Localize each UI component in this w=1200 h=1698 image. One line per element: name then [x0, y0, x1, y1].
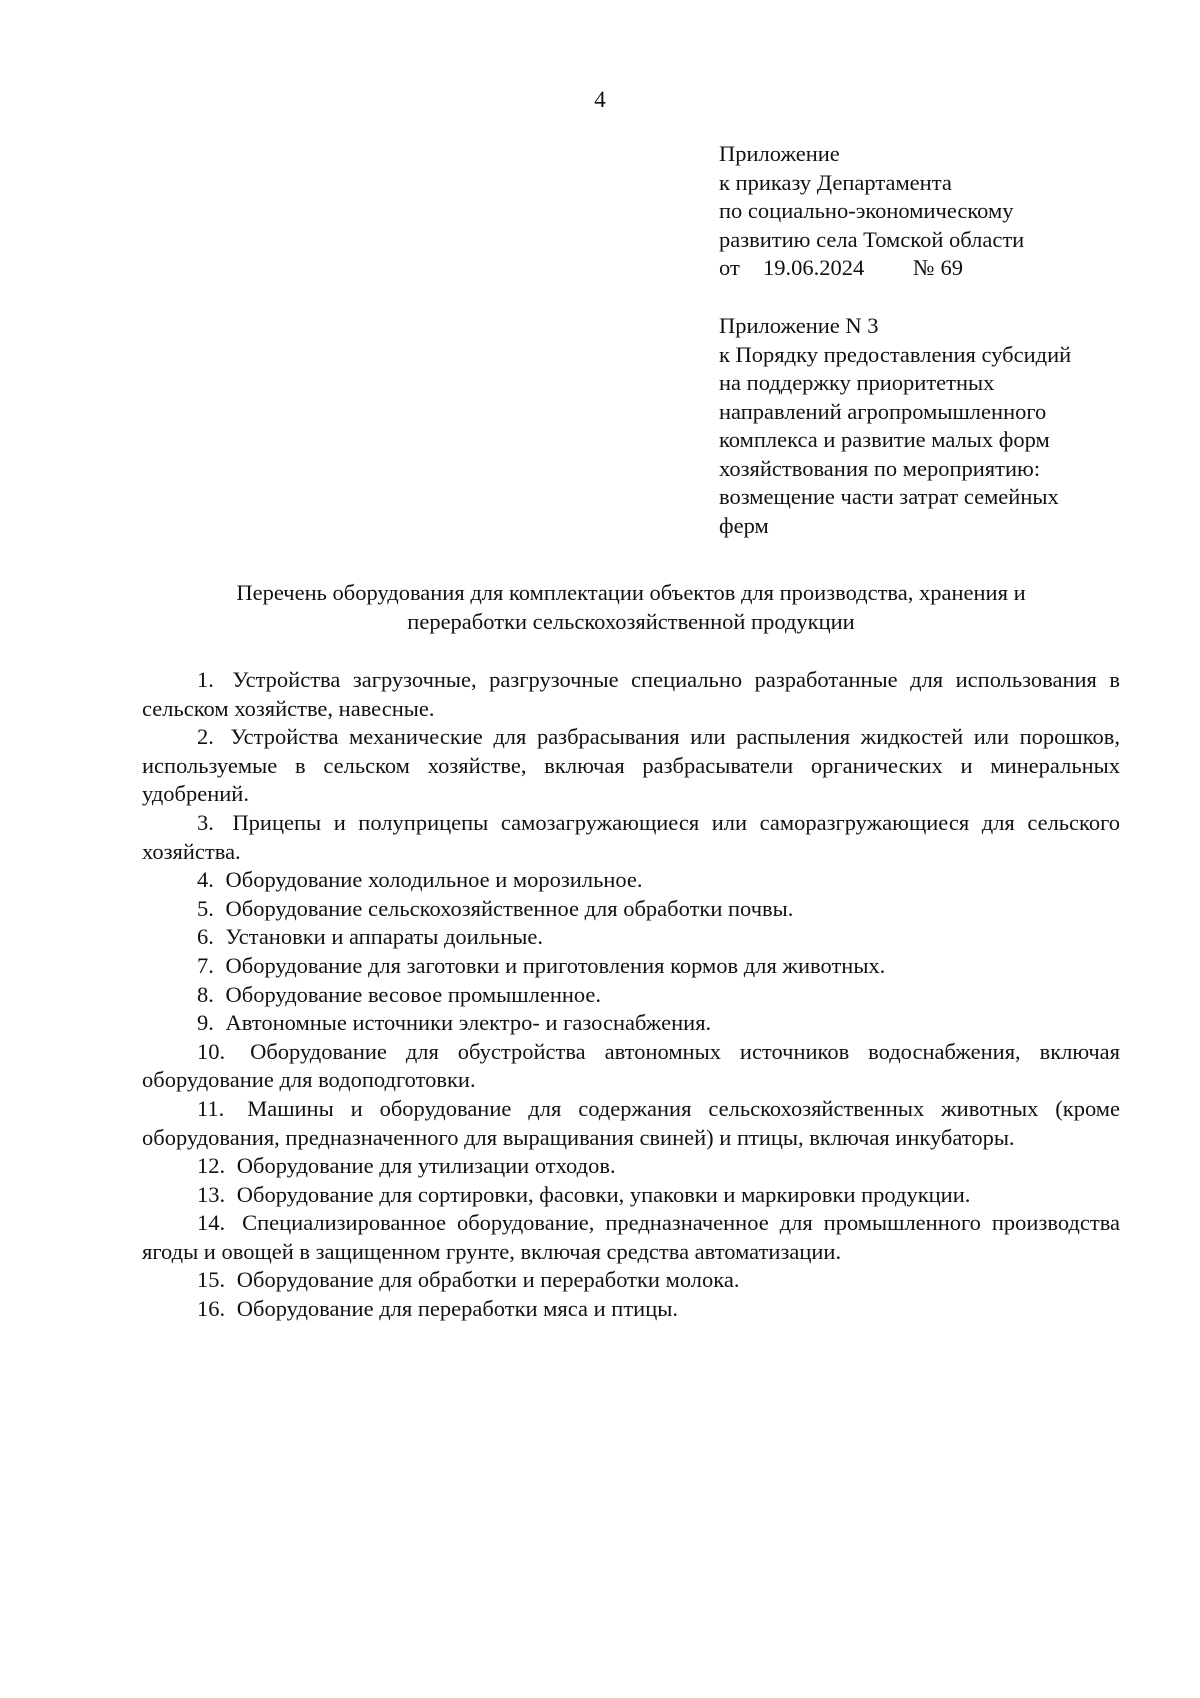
- item-number: 16.: [197, 1296, 226, 1322]
- page-number: 4: [594, 87, 606, 112]
- item-number: 7.: [197, 952, 214, 978]
- document-title-line: переработки сельскохозяйственной продукции: [407, 609, 855, 634]
- item-text: Оборудование для переработки мяса и птицы.: [236, 1296, 678, 1322]
- item-number: 12.: [197, 1153, 226, 1179]
- item-number: 4.: [197, 867, 214, 893]
- item-text: Оборудование для утилизации отходов.: [236, 1153, 616, 1179]
- item-text: Оборудование холодильное и морозильное.: [225, 867, 643, 893]
- item-number: 8.: [197, 981, 214, 1007]
- appendix-procedure-line: на поддержку приоритетных: [719, 370, 995, 395]
- equipment-list: [142, 666, 1120, 1324]
- item-text: Оборудование сельскохозяйственное для обработки почвы.: [225, 895, 794, 921]
- item-text: Устройства механические для разбрасывания или распыления жидкостей или порошков, используемые в сельском хозяйстве, включая разбрасыватели органических и минеральных удобрений.: [142, 724, 1121, 807]
- number-sign: №: [913, 255, 935, 280]
- document-title: [142, 578, 1120, 636]
- item-number: 6.: [197, 924, 214, 950]
- item-number: 2.: [197, 724, 214, 750]
- appendix-procedure-line: к Порядку предоставления субсидий: [719, 341, 1072, 367]
- item-number: 15.: [197, 1267, 226, 1293]
- order-date-line: [719, 254, 1149, 283]
- appendix-order-line: Приложение: [719, 141, 840, 166]
- document-title-line: Перечень оборудования для комплектации объектов для производства, хранения и: [236, 580, 1026, 605]
- item-number: 5.: [197, 895, 214, 921]
- list-item: [142, 1266, 1120, 1295]
- item-text: Оборудование для заготовки и приготовления кормов для животных.: [225, 952, 886, 978]
- appendix-procedure-block: [719, 312, 1149, 540]
- appendix-procedure-line: хозяйствования по мероприятию:: [719, 455, 1041, 481]
- item-text: Машины и оборудование для содержания сельскохозяйственных животных (кроме оборудования, предназначенного для выращивания свиней) и птицы, включая инкубаторы.: [142, 1095, 1120, 1150]
- appendix-procedure-line: направлений агропромышленного: [719, 398, 1047, 424]
- list-item: [142, 1009, 1120, 1038]
- item-number: 13.: [197, 1181, 226, 1207]
- appendix-procedure-line: Приложение N 3: [719, 313, 879, 338]
- item-text: Оборудование весовое промышленное.: [225, 981, 602, 1007]
- list-item: [142, 923, 1120, 952]
- order-date: 19.06.2024: [763, 255, 865, 280]
- item-text: Установки и аппараты доильные.: [225, 924, 543, 950]
- list-item: [142, 1181, 1120, 1210]
- item-text: Автономные источники электро- и газоснабжения.: [225, 1010, 712, 1036]
- list-item: [142, 1038, 1120, 1095]
- item-text: Оборудование для обработки и переработки молока.: [236, 1267, 740, 1293]
- item-number: 3.: [197, 809, 214, 835]
- appendix-procedure-line: ферм: [719, 512, 769, 538]
- list-item: [142, 866, 1120, 895]
- item-number: 10.: [197, 1038, 226, 1064]
- item-text: Прицепы и полуприцепы самозагружающиеся или саморазгружающиеся для сельского хозяйства.: [142, 809, 1121, 864]
- from-label: от: [719, 255, 740, 280]
- appendix-order-line: к приказу Департамента: [719, 169, 952, 195]
- item-number: 11.: [197, 1095, 225, 1121]
- list-item: [142, 895, 1120, 924]
- list-item: [142, 809, 1120, 866]
- item-number: 1.: [197, 667, 214, 692]
- item-text: Оборудование для обустройства автономных источников водоснабжения, включая оборудование для водоподготовки.: [142, 1038, 1121, 1093]
- list-item: [142, 1295, 1120, 1324]
- item-text: Специализированное оборудование, предназначенное для промышленного производства ягоды и овощей в защищенном грунте, включая средства автоматизации.: [142, 1210, 1121, 1264]
- list-item: [142, 981, 1120, 1010]
- appendix-order-line: по социально-экономическому: [719, 198, 1014, 223]
- order-number: 69: [940, 255, 963, 280]
- list-item: [142, 1152, 1120, 1181]
- appendix-order-line: развитию села Томской области: [719, 226, 1025, 252]
- list-item: [142, 952, 1120, 981]
- item-text: Оборудование для сортировки, фасовки, упаковки и маркировки продукции.: [236, 1181, 971, 1207]
- appendix-order-block: [719, 140, 1149, 283]
- appendix-procedure-line: комплекса и развитие малых форм: [719, 427, 1050, 452]
- list-item: [142, 723, 1120, 809]
- item-text: Устройства загрузочные, разгрузочные специально разработанные для использования в сельском хозяйстве, навесные.: [142, 667, 1120, 721]
- appendix-procedure-line: возмещение части затрат семейных: [719, 484, 1059, 509]
- item-number: 9.: [197, 1010, 214, 1036]
- list-item: [142, 666, 1120, 723]
- list-item: [142, 1095, 1120, 1152]
- item-number: 14.: [197, 1210, 226, 1236]
- list-item: [142, 1209, 1120, 1266]
